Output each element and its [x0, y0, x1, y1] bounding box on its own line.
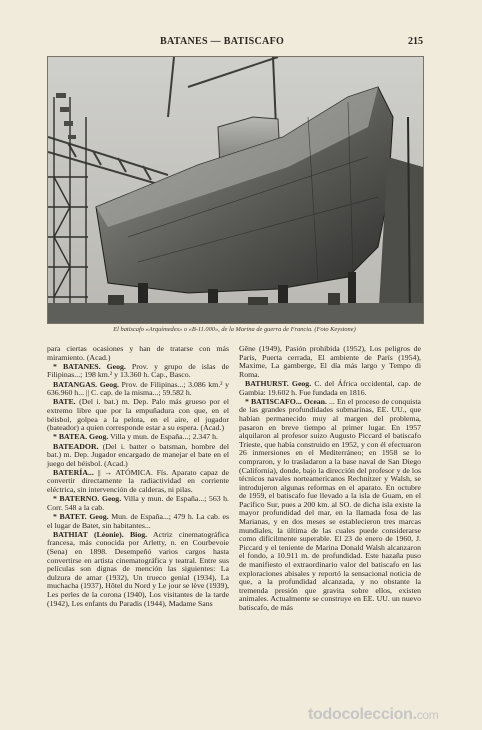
page-number: 215 — [408, 36, 423, 47]
dictionary-entry — [47, 381, 229, 398]
entry-headword: * BATANES. Geog. — [53, 361, 126, 371]
entry-text: ... En el proceso de conquista de las grandes profundidades submarinas, EE. UU., que habían permanecido muy al margen del problema, pasaron en breve tiempo al primer lugar. En 1957 alquilaron al profesor suizo Augusto Piccard el batiscafo Trieste, que había construido en 1952, y con él efectuaron 26 inmersiones en el Mediterráneo; en 1958 se lo compraron, y lo trasladaron a la base naval de San Diego (California), donde, bajo la dirección del profesor y de los técnicos navales norteamericanos Rechnitzer y Walsh, se introdujeron algunas reformas en el aparato. En octubre de 1959, el batiscafo fue llevado a la isla de Guam, en el Pacífico Sur, pues a 200 km. al SO. de dicha isla existe la mayor profundidad del mar, en la llamada fosa de las Marianas, y en dos meses se establecieron tres marcas mundiales, la última de las cuales puede considerarse como difícilmente superable. El 23 de enero de 1960, J. Piccard y el teniente de Marina Donald Walsh alcanzaron el fondo, a 10.911 m. de profundidad. Este hazaña puso de manifiesto el extraordinario valor del batiscafo en las exploraciones abisales y reportó la sensacional noticia de que, a la profundidad alcanzada, y no obstante la tremenda presión que gravita sobre ellos, existen animales. Actualmente se construye en EE. UU. un nuevo batiscafo, de más — [239, 396, 421, 612]
text-column-right — [239, 345, 421, 613]
entry-headword: BATEADOR. — [53, 441, 99, 451]
running-head: BATANES — BATISCAFO — [160, 36, 285, 47]
dictionary-entry — [47, 513, 229, 530]
bathyscaphe-photo — [47, 56, 424, 324]
entry-headword: BATHIAT (Léonie). Biog. — [53, 529, 148, 539]
entry-text: Prov. y grupo de islas de Filipinas...; 198 km.² y 13.360 h. Cap., Basco. — [47, 361, 229, 380]
entry-text: Mun. de España...; 479 h. La cab. es el lugar de Batet, sin habitantes... — [47, 512, 229, 530]
entry-text: (Del i. batter o batsman, hombre del bat.) m. Dep. Jugador encargado de manejar el bate en el juego del béisbol. (Acad.) — [47, 441, 229, 468]
entry-headword: * BATISCAFO... Ocean. — [245, 396, 327, 406]
watermark-suffix: com — [416, 708, 439, 722]
dictionary-entry — [47, 495, 229, 512]
dictionary-entry — [239, 398, 421, 613]
watermark-brand: todocoleccion — [308, 706, 413, 723]
entry-text: || → ATÓMICA. Fís. Aparato capaz de convertir directamente la radiactividad en corriente eléctrica, sin intervención de calderas, ni pilas. — [47, 467, 229, 495]
entry-text: Prov. de Filipinas...; 3.086 km.² y 636.960 h... || C. cap. de la misma...; 59.582 h. — [47, 379, 229, 398]
text-column-left — [47, 345, 229, 609]
entry-headword: BATANGAS. Geog. — [53, 379, 119, 389]
entry-text: Actriz cinematográfica francesa, más conocida por Arletty, n. en Courbevoie (Sena) en 1898. Desempeñó varios cargos hasta convertirse en artista cinematográfica y teatral. Entre sus películas son dignas de mención las siguientes: La dulzura de amar (1932), Un trueco genial (1934), La muchacha (1937), Hôtel du Nord y Le jour se lève (1939), Les perles de la corona (1940), Los visitantes de la tarde (1942), Les enfants du Paradis (1944), Madame Sans — [47, 529, 230, 608]
entry-text: Villa y mun. de España...; 2.347 h. — [108, 432, 218, 442]
entry-headword: BATERÍA... — [53, 467, 94, 477]
entry-text: para ciertas ocasiones y han de tratarse con más miramiento. (Acad.) — [47, 344, 229, 362]
entry-text: (Del i. bat.) m. Dep. Palo más grueso por el extremo libre que por la empuñadura con que, en el béisbol, golpea a la pelota, en el aire, el jugador (bateador) a quien corresponde estar a su espera. (Acad.) — [47, 397, 229, 433]
entry-text: Gêne (1949), Pasión prohibida (1952), Los peligros de París, Puerta cerrada, El ambiente de París (1954), Maxime, La gamberge, El día más largo y Tempo di Roma. — [239, 344, 421, 379]
dictionary-entry — [239, 380, 421, 397]
bathyscaphe-photo-drawing — [48, 57, 423, 323]
dictionary-entry — [47, 469, 229, 495]
figure-caption: El batiscafo «Arquímedes» o «B-11.000», de la Marina de guerra de Francia. (Foto Keystone) — [113, 326, 356, 333]
entry-headword: BATHURST. Geog. — [245, 378, 312, 388]
entry-headword: * BATET. Geog. — [53, 512, 109, 522]
entry-text: Villa y mun. de España...; 563 h. Corr. 548 a la cab. — [47, 494, 230, 512]
dictionary-entry — [47, 531, 229, 608]
dictionary-entry — [239, 345, 421, 379]
dictionary-entry — [47, 443, 229, 469]
dictionary-entry — [47, 345, 229, 362]
dictionary-entry — [47, 398, 229, 432]
entry-text: C. del África occidental, cap. de Gambia: 19.602 h. Fue fundada en 1816. — [239, 378, 421, 397]
entry-headword: BATE. — [53, 397, 76, 407]
dictionary-entry — [47, 363, 229, 380]
entry-headword: * BATERNO. Geog. — [53, 494, 122, 504]
entry-headword: * BATEA. Geog. — [53, 432, 109, 442]
watermark: todocoleccion.com — [308, 706, 439, 723]
